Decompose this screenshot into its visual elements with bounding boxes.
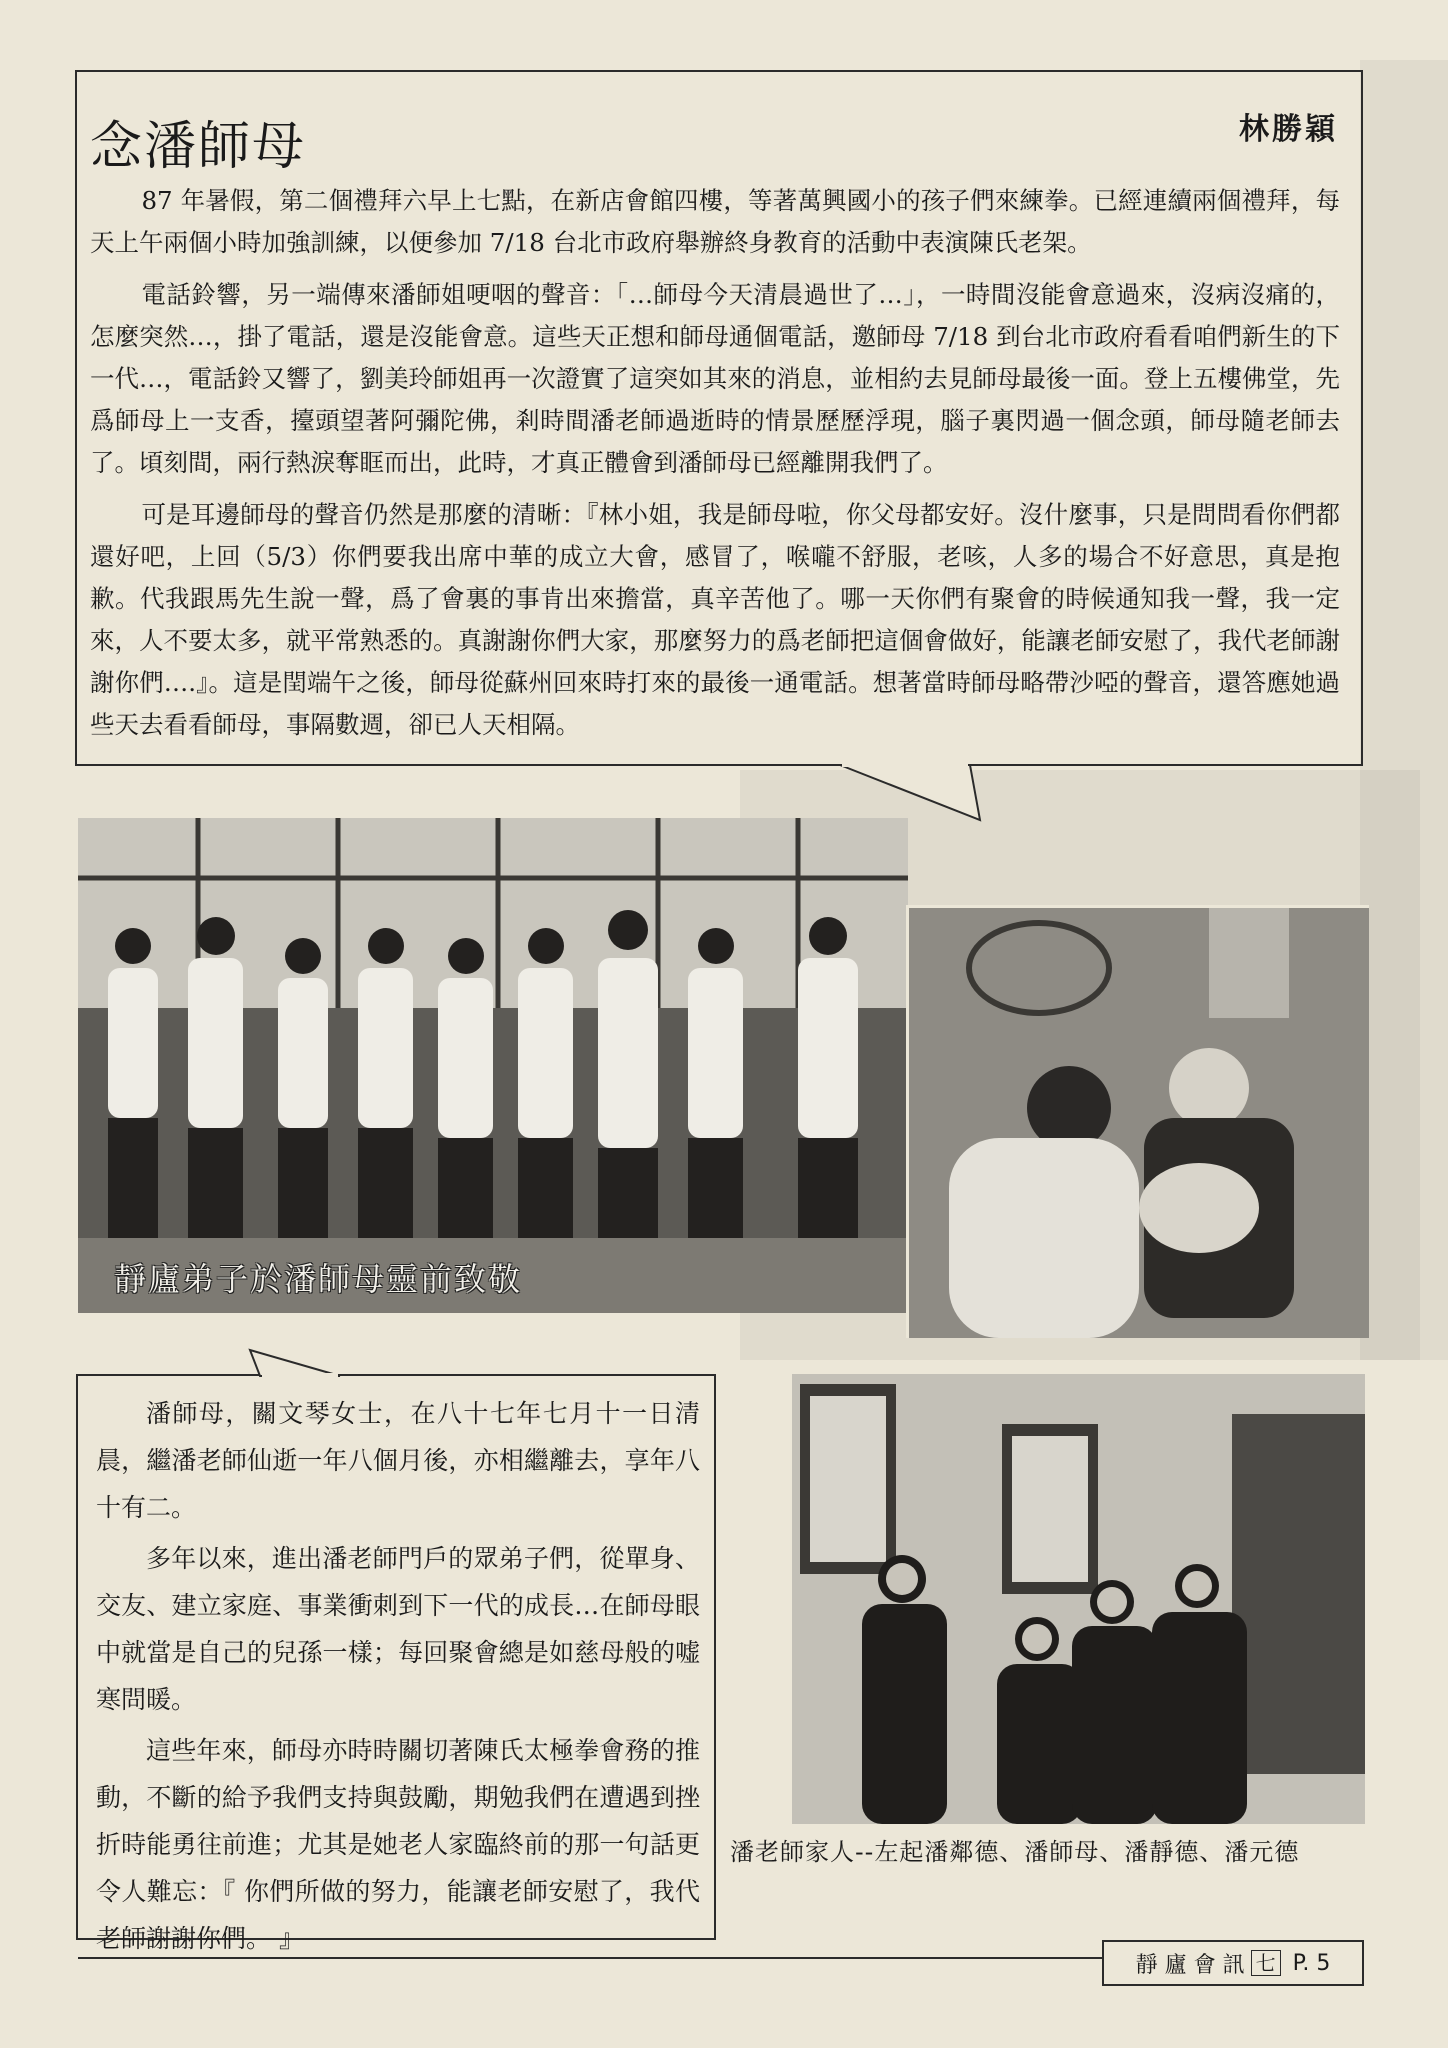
photo-caption-memorial: 靜廬弟子於潘師母靈前致敬 — [114, 1260, 523, 1298]
speech-tail-bottom — [240, 1348, 360, 1378]
family-portrait-illustration — [792, 1374, 1365, 1824]
photo-teacher-wife-with-baby — [906, 905, 1369, 1338]
speech-tail-top — [820, 764, 1020, 824]
photo-family-portrait — [792, 1374, 1365, 1824]
article-body — [90, 180, 1340, 746]
note-paragraph: 這些年來，師母亦時時關切著陳氏太極拳會務的推動，不斷的給予我們支持與鼓勵，期勉我們在遭遇到挫折時能勇往前進；尤其是她老人家臨終前的那一句話更令人難忘：『 你們所做的努力，能讓老師安慰了，我代老師謝謝你們。 』 — [96, 1736, 700, 1953]
page-footer — [1102, 1940, 1364, 1986]
issue-number: 七 — [1251, 1950, 1281, 1976]
page-number: P. 5 — [1292, 1950, 1331, 1976]
article-paragraph: 可是耳邊師母的聲音仍然是那麼的清晰：『林小姐，我是師母啦，你父母都安好。沒什麼事，只是問問看你們都還好吧，上回（5/3）你們要我出席中華的成立大會，感冒了，喉嚨不舒服，老咳，人多的場合不好意思，真是抱歉。代我跟馬先生說一聲，爲了會裏的事肯出來擔當，真辛苦他了。哪一天你們有聚會的時候通知我一聲，我一定來，人不要太多，就平常熟悉的。真謝謝你們大家，那麼努力的爲老師把這個會做好，能讓老師安慰了，我代老師謝謝你們….』。這是閏端午之後，師母從蘇州回來時打來的最後一通電話。想著當時師母略帶沙啞的聲音，還答應她過些天去看看師母，事隔數週，卻已人天相隔。 — [90, 500, 1340, 739]
article-author: 林勝穎 — [1239, 112, 1338, 147]
article-paragraph: 87 年暑假，第二個禮拜六早上七點，在新店會館四樓，等著萬興國小的孩子們來練拳。已經連續兩個禮拜，每天上午兩個小時加強訓練，以便參加 7/18 台北市政府舉辦終身教育的活動中表演陳氏老架。 — [90, 186, 1340, 257]
article-title: 念潘師母 — [90, 116, 307, 177]
memorial-gathering-illustration — [78, 818, 908, 1313]
photo-memorial-gathering — [78, 818, 908, 1313]
article-paragraph: 電話鈴響，另一端傳來潘師姐哽咽的聲音：「…師母今天清晨過世了…」，一時間沒能會意過來，沒病沒痛的，怎麼突然…，掛了電話，還是沒能會意。這些天正想和師母通個電話，邀師母 7/18 到台北市政府看看咱們新生的下一代…，電話鈴又響了，劉美玲師姐再一次證實了這突如其來的消息，並相約去見師母最後一面。登上五樓佛堂，先爲師母上一支香，擡頭望著阿彌陀佛，剎時間潘老師過逝時的情景歷歷浮現，腦子裏閃過一個念頭，師母隨老師去了。頃刻間，兩行熱淚奪眶而出，此時，才真正體會到潘師母已經離開我們了。 — [90, 280, 1340, 477]
teacher-wife-with-baby-illustration — [909, 908, 1369, 1338]
note-body — [96, 1390, 700, 1962]
note-paragraph: 潘師母，關文琴女士，在八十七年七月十一日清晨，繼潘老師仙逝一年八個月後，亦相繼離去，享年八十有二。 — [96, 1399, 700, 1522]
note-paragraph: 多年以來，進出潘老師門戶的眾弟子們，從單身、交友、建立家庭、事業衝刺到下一代的成長…在師母眼中就當是自己的兒孫一樣；每回聚會總是如慈母般的嘘寒問暖。 — [96, 1544, 700, 1714]
photo-caption-family: 潘老師家人--左起潘鄰德、潘師母、潘靜德、潘元德 — [730, 1838, 1300, 1866]
footer-rule — [78, 1957, 1138, 1959]
publication-name: 靜 廬 會 訊 — [1135, 1952, 1245, 1978]
